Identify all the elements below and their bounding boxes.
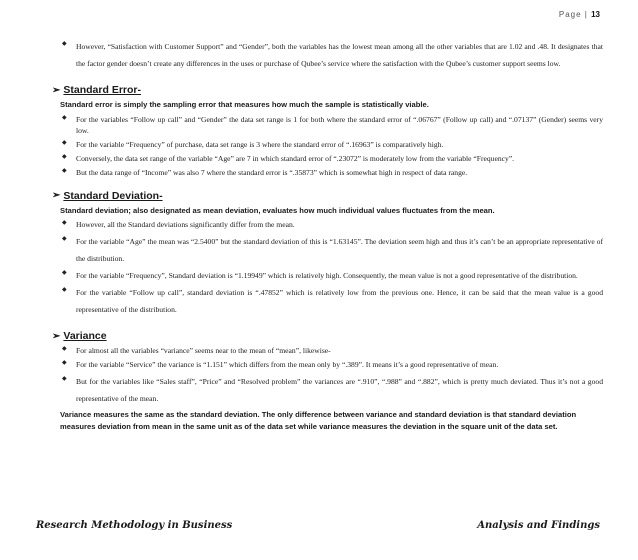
intro-list [58,38,603,72]
page-number: Page | 13 [558,10,600,19]
page-number-value: 13 [591,10,600,19]
list-item: ◆ For almost all the variables “variance” seems near to the mean of “mean”, likewise- [58,345,603,356]
arrow-bullet-icon: ➢ [52,190,61,202]
section-heading-variance [52,330,603,342]
footer-left: Research Methodology in Business [36,520,233,531]
section-heading-standard-error [52,84,603,96]
list-item: ◆ For the variable “Age” the mean was “2.5400” but the standard deviation of this is “1.63145”. The deviation seem high and thus it’s can’t be an appropriate representative of the distribution. [58,233,603,267]
standard-deviation-list [58,219,603,318]
section-title: Standard Error- [63,84,141,97]
page-footer [36,520,600,531]
arrow-bullet-icon: ➢ [52,84,61,96]
list-item: ◆ Conversely, the data set range of the variable “Age” are 7 in which standard error of “.23072” is moderately low from the variable “Frequency”. [58,153,603,164]
standard-error-list [58,114,603,178]
list-item: ◆ For the variable “Service” the variance is “1.151” which differs from the mean only by “.389”. It means it’s a good representative of mean. [58,359,603,370]
list-item: ◆ However, all the Standard deviations significantly differ from the mean. [58,219,603,230]
page-label: Page [558,10,582,19]
list-item: ◆ For the variable “Frequency”, Standard deviation is “1.19949” which is relatively high. Consequently, the mean value is not a good representative of the distribution. [58,267,603,284]
list-item: ◆ But the data range of “Income” was also 7 where the standard error is “.35873” which is somewhat high in respect of data range. [58,167,603,178]
document-body [52,38,603,435]
arrow-bullet-icon: ➢ [52,330,61,342]
section-heading-standard-deviation [52,190,603,202]
variance-list [58,345,603,407]
list-item: ◆ But for the variables like “Sales staff”, “Price” and “Resolved problem” the variances are “.910”, “.988” and “.882”, which is pretty much deviated. Thus it’s not a good representative of the mean. [58,373,603,407]
list-item: ◆ However, “Satisfaction with Customer Support” and “Gender”, both the variables has the lowest mean among all the other variables that are 1.02 and .48. It designates that the factor gender doesn’t create any differences in the uses or purchase of Qubee’s service where the satisfaction with the Qubee’s customer support seems low. [58,38,603,72]
section-definition: Standard deviation; also designated as mean deviation, evaluates how much individual values fluctuates from the mean. [60,205,495,215]
footer-right: Analysis and Findings [477,520,600,531]
section-title: Variance [63,330,107,343]
section-definition: Standard error is simply the sampling error that measures how much the sample is statistically viable. [60,100,429,110]
section-title: Standard Deviation- [63,189,163,202]
list-item: ◆ For the variable “Frequency” of purchase, data set range is 3 where the standard error of “.16963” is comparatively high. [58,139,603,150]
list-item: ◆ For the variable “Follow up call”, standard deviation is “.47852” which is relatively low from the previous one. Hence, it can be said that the mean value is a good representative of the distribution. [58,284,603,318]
list-item: ◆ For the variables “Follow up call” and “Gender” the data set range is 1 for both where the standard error of “.06767” (Follow up call) and “.07137” (Gender) seems very low. [58,114,603,136]
variance-summary: Variance measures the same as the standard deviation. The only difference between variance and standard deviation is that standard deviation measures deviation from mean in the same unit as of the data set while variance measures the deviation in the square unit of the data set. [60,410,577,431]
